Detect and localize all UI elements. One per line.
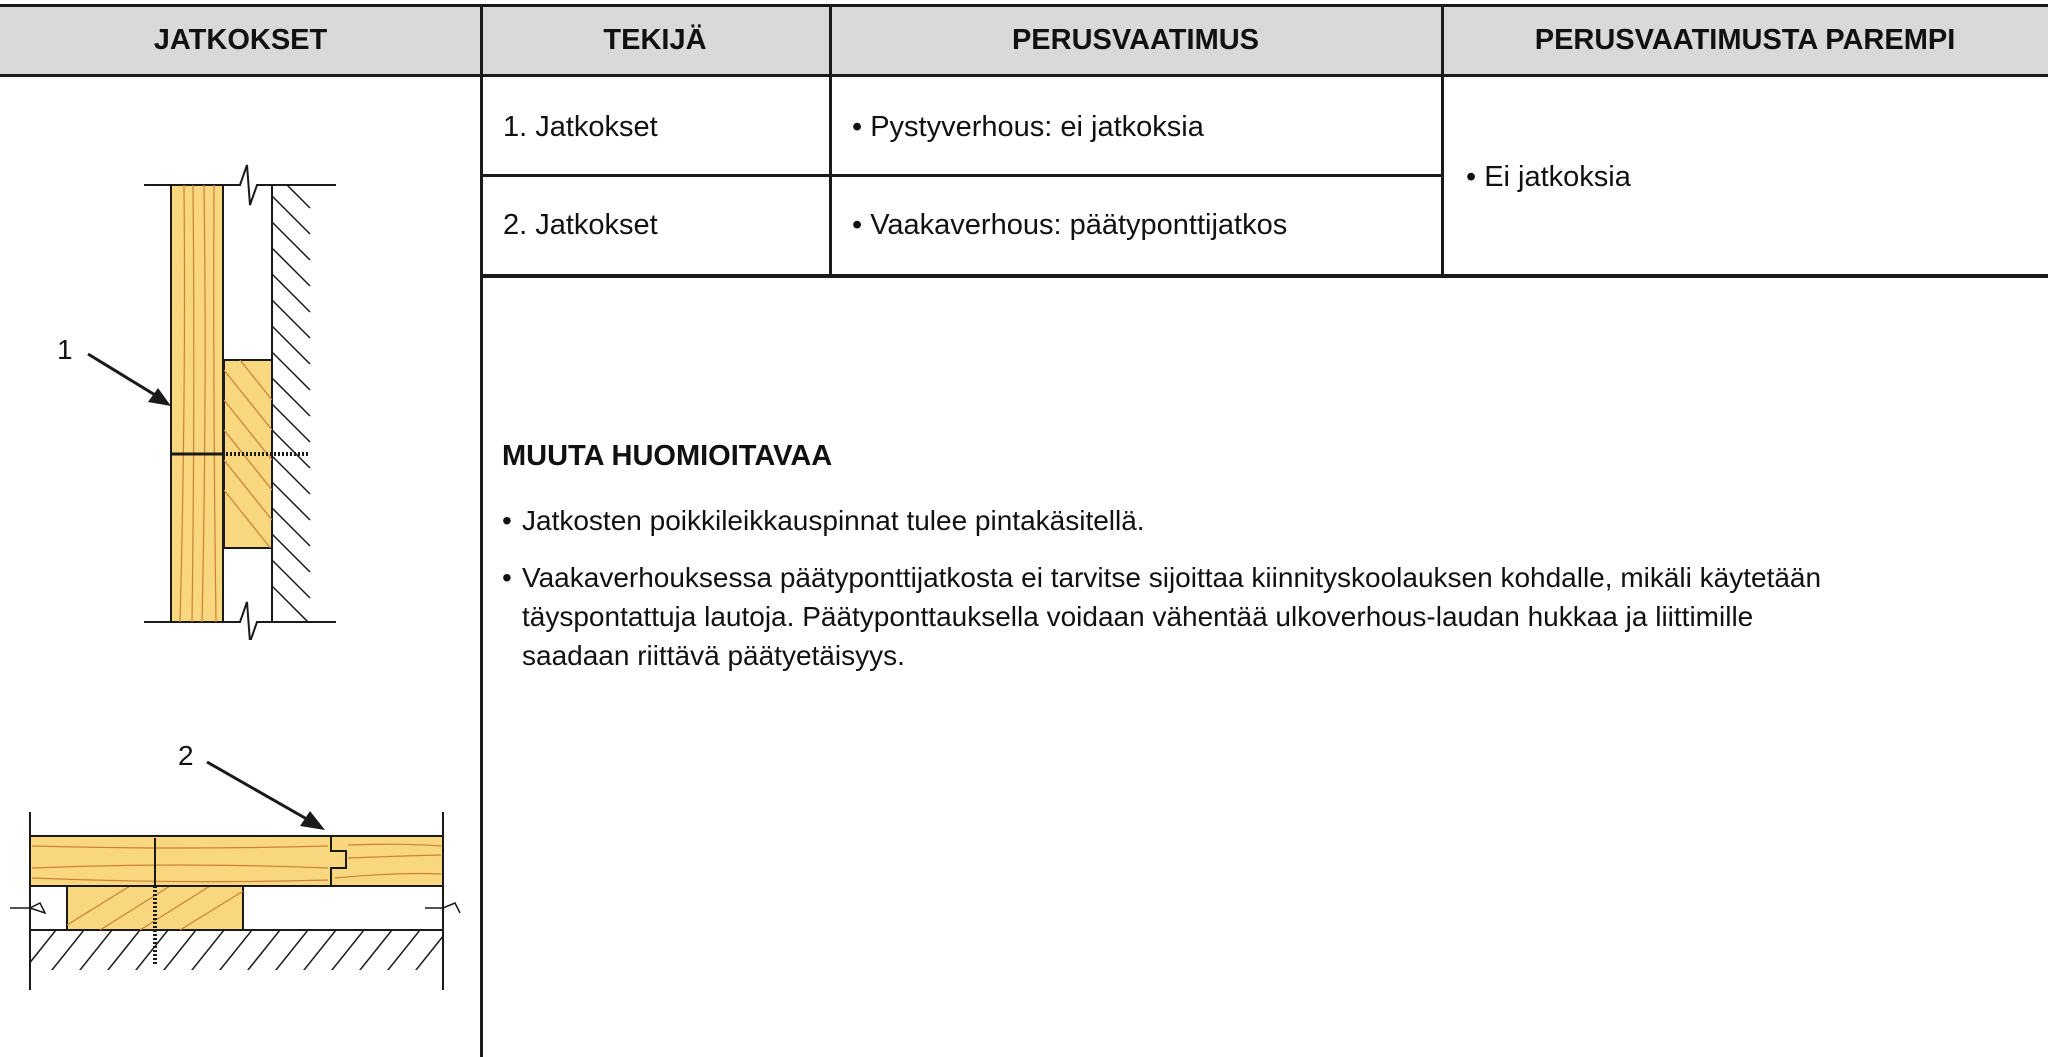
divider-row-2 — [480, 274, 2048, 278]
row-2-perusvaatimus: • Vaakaverhous: päätyponttijatkos — [852, 209, 1288, 241]
row-2-tekija: 2. Jatkokset — [503, 209, 658, 241]
divider-col-2 — [829, 4, 832, 278]
bullet-icon: • — [502, 562, 512, 593]
notes-title: MUUTA HUOMIOITAVAA — [502, 440, 833, 472]
header-perusvaatimusta-parempi: PERUSVAATIMUSTA PAREMPI — [1534, 24, 1956, 56]
parempi-cell: • Ei jatkoksia — [1466, 160, 1631, 193]
header-jatkokset: JATKOKSET — [153, 24, 328, 56]
divider-col-3 — [1441, 4, 1444, 278]
row-1-perusvaatimus: • Pystyverhous: ei jatkoksia — [852, 110, 1204, 143]
table-header — [0, 4, 2048, 77]
note-item: • Vaakaverhouksessa päätyponttijatkosta ei tarvitse sijoittaa kiinnityskoolauksen kohdalle, mikäli käytetään täyspontattuja lautoja. Päätyponttauksella voidaan vähentää ulkoverhous-laudan hukkaa ja liittimille saadaan riittävä päätyetäisyys. — [502, 558, 1852, 675]
note-item: • Jatkosten poikkileikkauspinnat tulee pintakäsitellä. — [502, 501, 1922, 540]
header-perusvaatimus: PERUSVAATIMUS — [1011, 24, 1260, 56]
figure-label-2: 2 — [178, 740, 194, 771]
row-1-tekija: 1. Jatkokset — [503, 110, 658, 143]
vertical-cladding-diagram-icon — [0, 140, 480, 640]
horizontal-cladding-diagram-icon — [0, 720, 480, 1057]
bullet-icon: • — [502, 505, 512, 536]
figure-label-1: 1 — [57, 334, 73, 365]
notes-section — [502, 440, 1922, 693]
divider-col-1 — [480, 4, 483, 1057]
header-tekija: TEKIJÄ — [603, 24, 707, 56]
